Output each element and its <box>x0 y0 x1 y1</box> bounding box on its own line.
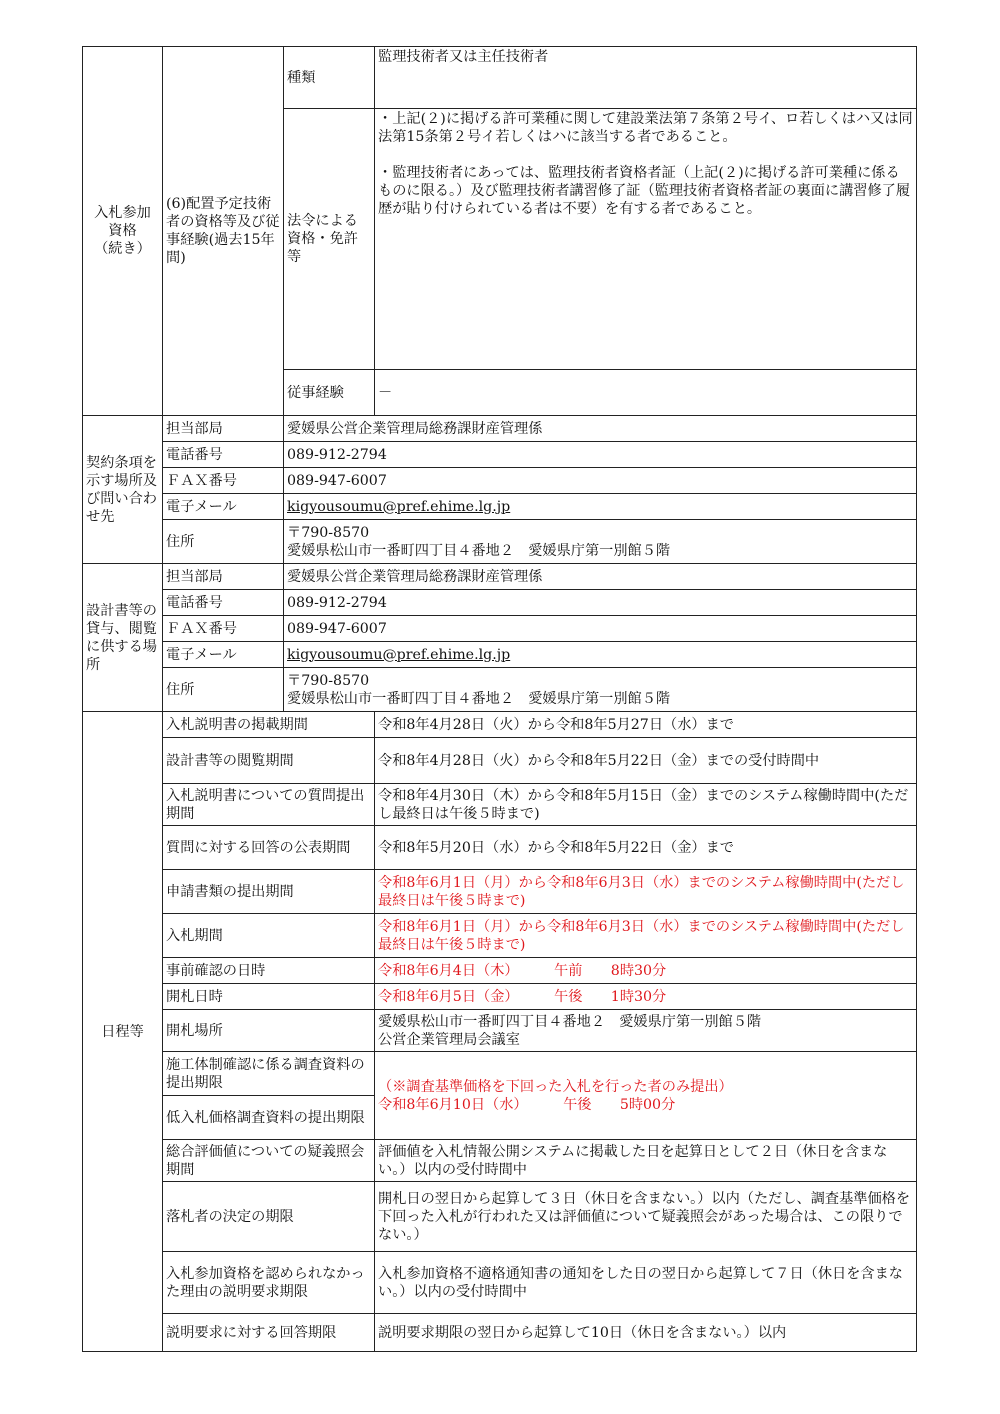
row-label: 落札者の決定の期限 <box>163 1182 375 1252</box>
row-label: 事前確認の日時 <box>163 958 375 984</box>
row-value: 開札日の翌日から起算して３日（休日を含まない。）以内（ただし、調査基準価格を下回った入札が行われた又は評価値について疑義照会があった場合は、この限りでない。） <box>375 1182 917 1252</box>
row-label: 電子メール <box>163 642 284 668</box>
row-label: ＦＡＸ番号 <box>163 616 284 642</box>
row-label: 住所 <box>163 668 284 712</box>
row-value: 愛媛県公営企業管理局総務課財産管理係 <box>284 416 917 442</box>
row-value-highlight: （※調査基準価格を下回った入札を行った者のみ提出） 令和8年6月10日（水） 午後 5時00分 <box>375 1052 917 1140</box>
row-value-highlight: 令和8年6月1日（月）から令和8年6月3日（水）までのシステム稼働時間中(ただし最終日は午後５時まで) <box>375 870 917 914</box>
row-label: 入札参加資格を認められなかった理由の説明要求期限 <box>163 1252 375 1314</box>
row-value-highlight: 令和8年6月1日（月）から令和8年6月3日（水）までのシステム稼働時間中(ただし最終日は午後５時まで) <box>375 914 917 958</box>
row-value: 入札参加資格不適格通知書の通知をした日の翌日から起算して７日（休日を含まない。）以内の受付時間中 <box>375 1252 917 1314</box>
row-value: 089-947-6007 <box>284 616 917 642</box>
row-label: 入札説明書の掲載期間 <box>163 712 375 738</box>
row-label: 電話番号 <box>163 442 284 468</box>
row-value: 令和8年4月30日（木）から令和8年5月15日（金）までのシステム稼働時間中(ただし最終日は午後５時まで) <box>375 784 917 826</box>
row-label: 担当部局 <box>163 564 284 590</box>
section-label-eligibility: 入札参加 資格 （続き） <box>83 47 163 416</box>
section-label-documents: 設計書等の貸与、閲覧に供する場所 <box>83 564 163 712</box>
row-value: 愛媛県公営企業管理局総務課財産管理係 <box>284 564 917 590</box>
section-label-schedule: 日程等 <box>83 712 163 1352</box>
row-value: 愛媛県松山市一番町四丁目４番地２ 愛媛県庁第一別館５階 公営企業管理局会議室 <box>375 1010 917 1052</box>
row-label: ＦＡＸ番号 <box>163 468 284 494</box>
bid-info-table <box>82 46 917 1352</box>
row-label: 種類 <box>284 47 375 109</box>
row-label: 総合評価値についての疑義照会期間 <box>163 1140 375 1182</box>
row-label: 住所 <box>163 520 284 564</box>
row-value: 089-912-2794 <box>284 590 917 616</box>
row-label: 電子メール <box>163 494 284 520</box>
row-label: 開札日時 <box>163 984 375 1010</box>
row-label: 入札期間 <box>163 914 375 958</box>
email-link[interactable]: kigyousoumu@pref.ehime.lg.jp <box>284 494 917 520</box>
row-label: 施工体制確認に係る調査資料の提出期限 <box>163 1052 375 1096</box>
row-value: 〒790-8570 愛媛県松山市一番町四丁目４番地２ 愛媛県庁第一別館５階 <box>284 668 917 712</box>
row-value: － <box>375 370 917 416</box>
row-value: 評価値を入札情報公開システムに掲載した日を起算日として２日（休日を含まない。）以内の受付時間中 <box>375 1140 917 1182</box>
row-label: 電話番号 <box>163 590 284 616</box>
row-label: 設計書等の閲覧期間 <box>163 738 375 784</box>
row-value: ・上記(２)に掲げる許可業種に関して建設業法第７条第２号イ、ロ若しくはハ又は同法第15条第２号イ若しくはハに該当する者であること。 ・監理技術者にあっては、監理技術者資格者証（上記(２)に掲げる許可業種に係るものに限る。）及び監理技術者講習修了証（監理技術者資格者証の裏面に講習修了履歴が貼り付けられている者は不要）を有する者であること。 <box>375 109 917 370</box>
section-sublabel-engineer: (6)配置予定技術者の資格等及び従事経験(過去15年間) <box>163 47 284 416</box>
row-value: 令和8年4月28日（火）から令和8年5月27日（水）まで <box>375 712 917 738</box>
row-label: 申請書類の提出期間 <box>163 870 375 914</box>
row-label: 担当部局 <box>163 416 284 442</box>
row-label: 入札説明書についての質問提出期間 <box>163 784 375 826</box>
row-value: 監理技術者又は主任技術者 <box>375 47 917 109</box>
row-value: 説明要求期限の翌日から起算して10日（休日を含まない。）以内 <box>375 1314 917 1352</box>
section-label-contact: 契約条項を示す場所及び問い合わせ先 <box>83 416 163 564</box>
row-value: 〒790-8570 愛媛県松山市一番町四丁目４番地２ 愛媛県庁第一別館５階 <box>284 520 917 564</box>
row-value-highlight: 令和8年6月5日（金） 午後 1時30分 <box>375 984 917 1010</box>
row-value: 089-947-6007 <box>284 468 917 494</box>
row-label: 従事経験 <box>284 370 375 416</box>
row-value: 令和8年5月20日（水）から令和8年5月22日（金）まで <box>375 826 917 870</box>
row-label: 低入札価格調査資料の提出期限 <box>163 1096 375 1140</box>
row-value-highlight: 令和8年6月4日（木） 午前 8時30分 <box>375 958 917 984</box>
row-label: 法令による資格・免許等 <box>284 109 375 370</box>
row-label: 質問に対する回答の公表期間 <box>163 826 375 870</box>
row-value: 089-912-2794 <box>284 442 917 468</box>
email-link[interactable]: kigyousoumu@pref.ehime.lg.jp <box>284 642 917 668</box>
row-value: 令和8年4月28日（火）から令和8年5月22日（金）までの受付時間中 <box>375 738 917 784</box>
row-label: 開札場所 <box>163 1010 375 1052</box>
row-label: 説明要求に対する回答期限 <box>163 1314 375 1352</box>
